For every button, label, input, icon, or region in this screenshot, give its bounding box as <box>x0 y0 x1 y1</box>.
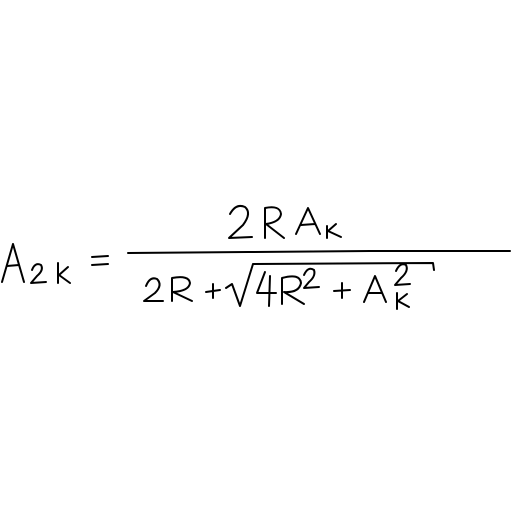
denominator-plus-1 <box>206 284 220 298</box>
superscript-2-on-a <box>395 264 410 285</box>
numerator-subscript-k <box>327 224 341 238</box>
numerator-letter-r <box>265 207 284 238</box>
lhs-letter-a <box>2 244 24 282</box>
superscript-2 <box>304 269 319 288</box>
lhs-a-2k <box>2 244 70 283</box>
fraction-bar <box>128 251 510 253</box>
denominator-digit-4 <box>257 272 276 306</box>
denominator-letter-r <box>172 277 192 301</box>
lhs-subscript-k <box>58 263 70 283</box>
denominator-plus-2 <box>334 283 350 298</box>
numerator-letter-a <box>296 208 320 234</box>
lhs-subscript-2 <box>31 264 46 283</box>
subscript-k-on-a <box>397 293 409 309</box>
numerator-2ra-k <box>229 206 341 238</box>
denominator-letter-a <box>364 276 386 302</box>
denominator <box>144 263 434 309</box>
equals-sign <box>92 256 108 265</box>
denominator-digit-2 <box>144 278 163 301</box>
denominator-letter-r-2 <box>282 276 304 304</box>
numerator-digit-2 <box>229 206 252 238</box>
